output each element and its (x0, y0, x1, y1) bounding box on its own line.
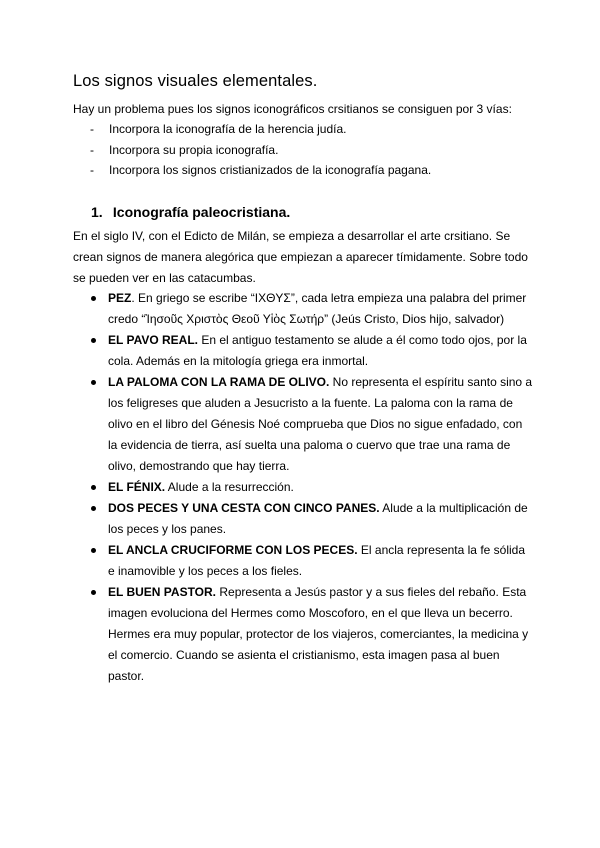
section-paragraph: En el siglo IV, con el Edicto de Milán, se empieza a desarrollar el arte crsitiano. Se crean signos de manera alegórica que empiezan a aparecer tímidamente. Sobre todo se pueden ver en las catacumbas. (73, 229, 528, 285)
page-title: Los signos visuales elementales. (73, 72, 318, 90)
section-heading (91, 204, 290, 220)
bullet-dot-icon (91, 485, 96, 490)
symbol-text: Representa a Jesús pastor y a sus fieles del rebaño. Esta imagen evoluciona del Hermes como Moscoforo, en el que lleva un becerro. Hermes era muy popular, protector de los viajeros, comerciantes, la medicina y el comercio. Cuando se asienta el cristianismo, esta imagen pasa al buen pastor. (108, 585, 529, 683)
dash-marker: - (90, 122, 94, 136)
section-title: Iconografía paleocristiana. (112, 204, 291, 220)
symbol-term: EL PAVO REAL. (108, 333, 199, 347)
symbol-term: EL BUEN PASTOR. (108, 585, 217, 599)
list-item (73, 140, 553, 161)
list-item (73, 119, 553, 140)
symbols-list (73, 288, 533, 687)
symbol-text: No representa el espíritu santo sino a los feligreses que aluden a Jesucristo a la fuente. La paloma con la rama de olivo en el libro del Génesis Noé comprueba que Dios no sigue enfadado, con la evidencia de tierra, así suelta una paloma o cuervo que trae una rama de olivo, demostrando que hay tierra. (108, 375, 533, 473)
dash-marker: - (90, 163, 94, 177)
symbol-text: Alude a la resurrección. (165, 480, 294, 494)
symbol-term: EL ANCLA CRUCIFORME CON LOS PECES. (108, 543, 358, 557)
symbol-term: LA PALOMA CON LA RAMA DE OLIVO. (108, 375, 330, 389)
symbol-text: Alude a la multiplicación de los peces y los panes. (108, 501, 528, 536)
symbol-text: El ancla representa la fe sólida e inamovible y los peces a los fieles. (108, 543, 526, 578)
symbol-text: En el antiguo testamento se alude a él como todo ojos, por la cola. Además en la mitología griega era inmortal. (108, 333, 527, 368)
list-item (73, 582, 533, 687)
symbol-term: DOS PECES Y UNA CESTA CON CINCO PANES. (108, 501, 380, 515)
list-item-text: Incorpora su propia iconografía. (109, 142, 279, 157)
list-item (73, 372, 533, 477)
list-item (73, 477, 533, 498)
ways-list (73, 119, 553, 181)
list-item (73, 288, 533, 330)
bullet-dot-icon (91, 548, 96, 553)
bullet-dot-icon (91, 296, 96, 301)
section-number: 1. (91, 204, 103, 220)
dash-marker: - (90, 142, 94, 157)
list-item (73, 160, 553, 181)
list-item (73, 498, 533, 540)
list-item (73, 540, 533, 582)
intro-paragraph: Hay un problema pues los signos iconográficos crsitianos se consiguen por 3 vías: (73, 102, 512, 116)
bullet-dot-icon (91, 338, 96, 343)
list-item (73, 330, 533, 372)
symbol-term: EL FÉNIX. (108, 480, 166, 494)
symbol-term: PEZ (108, 291, 132, 305)
bullet-dot-icon (91, 506, 96, 511)
list-item-text: Incorpora los signos cristianizados de la iconografía pagana. (109, 163, 432, 177)
bullet-dot-icon (91, 380, 96, 385)
list-item-text: Incorpora la iconografía de la herencia judía. (109, 122, 347, 136)
bullet-dot-icon (91, 590, 96, 595)
symbol-text: . En griego se escribe “IXΘYΣ”, cada letra empieza una palabra del primer credo “Ἰησοῦς Χριστὸς Θεοῦ Υἱὸς Σωτήρ” (Jeús Cristo, Dios hijo, salvador) (108, 291, 527, 326)
